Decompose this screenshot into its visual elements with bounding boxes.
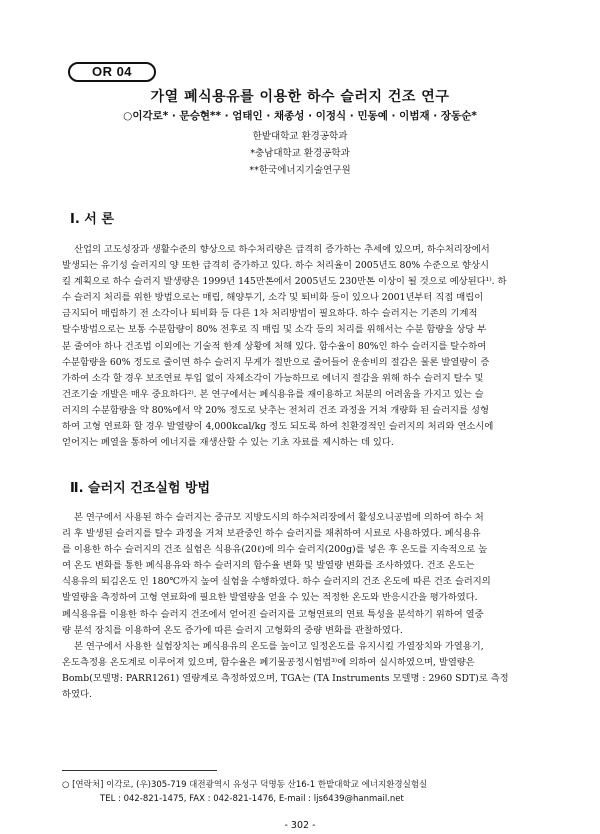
affiliation-3: **한국에너지기술연구원 [249,165,351,176]
paragraph-line: 하여 고형 연료화 할 경우 발열량이 4,000kcal/kg 정도 되도록 하여 친환경적인 슬러지의 처리와 연소시에 [62,421,494,433]
section-heading-methods: Ⅱ. 슬러지 건조실험 방법 [70,481,211,496]
paragraph-line: 발생되는 유기성 슬러지의 양 또한 급격히 증가하고 있다. 하수 처리율이 2005년도 80% 수준으로 향상시 [62,260,489,272]
paragraph-line: 수 슬러지 처리를 위한 방법으로는 매립, 해양투기, 소각 및 퇴비화 등이 있으나 2001년부터 직접 매립이 [62,292,484,304]
paragraph-line: 식용유의 퇴김온도 인 180℃까지 높여 실험을 수행하였다. 하수 슬러지의 건조 온도에 따른 건조 슬러지의 [62,576,491,588]
affiliation-2: *충남대학교 환경공학과 [250,148,350,159]
session-badge: OR 04 [68,62,156,82]
paragraph-line: 탈수방법으로는 보통 수분함량이 80% 전후로 직 매립 및 소각 등의 처리를 위해서는 수분 함량을 상당 부 [62,324,487,336]
footnote-phone-line: TEL : 042-821-1475, FAX : 042-821-1476, E-mail : ljs6439@hanmail.net [100,794,404,804]
paragraph-line: 리 후 발생된 슬러지를 탈수 과정을 거쳐 보관중인 하수 슬러지를 채취하여 시료로 사용하였다. 폐식용유 [62,528,481,540]
footnote-contact-line: ○ [연락처] 이각로, (우)305-719 대전광역시 유성구 덕명동 산16-1 한밭대학교 에너지환경실험실 [62,780,428,790]
paragraph-line: 금지되어 매립하기 전 소각이나 퇴비화 등 다른 1차 처리방법이 필요하다. 하수 슬러지는 기존의 기계적 [62,308,478,320]
paragraph-line: Bomb(모델명: PARR1261) 열량계로 측정하였으며, TGA는 (TA Instruments 모델명 : 2960 SDT)로 측정 [62,672,509,684]
page-number: - 302 - [284,820,316,831]
affiliation-1: 한밭대학교 환경공학과 [252,131,348,142]
paragraph-line: 여 온도 변화를 통한 폐식용유와 하수 슬러지의 함수율 변화 및 발열량 변화를 조사하였다. 건조 온도는 [62,560,475,572]
paragraph-line: 수분함량을 60% 정도로 줄이면 하수 슬러지 무게가 절반으로 줄어들어 운송비의 절감은 물론 발열량이 증 [62,356,490,368]
paragraph-line: 산업의 고도성장과 생활수준의 향상으로 하수처리량은 급격히 증가하는 추세에 있으며, 하수처리장에서 [74,244,490,255]
paragraph-line: 량 분석 장치를 이용하여 온도 증가에 따른 슬러지 고형화의 중량 변화를 관찰하였다. [62,624,403,636]
paragraph-line: 얻어지는 폐열을 통하여 에너지를 재생산할 수 있는 기초 자료를 제시하는 데 있다. [62,437,394,449]
paragraph-line: 를 이용한 하수 슬러지의 건조 실험은 식용유(20ℓ)에 의수 슬러지(200g)를 넣은 후 온도를 지속적으로 높 [62,544,488,556]
paragraph-line: 킬 계획으로 하수 슬러지 발생량은 1999년 145만톤에서 2005년도 230만톤 이상이 될 것으로 예상된다¹⁾. 하 [62,276,507,288]
author-list: ○이각로* · 문승현** · 엄태인 · 채종성 · 이정식 · 민동예 · 이범재 · 장동순* [123,110,477,122]
paragraph-line: 본 연구에서 사용한 실험장치는 폐식용유의 온도를 높이고 일정온도를 유지시킬 가열장치와 가열용기, [74,640,484,652]
paragraph-line: 폐식용유를 이용한 하수 슬러지 건조에서 얻어진 슬러지를 고형연료의 연료 특성을 분석하기 위하여 열중 [62,608,484,620]
footnote-divider [62,770,217,771]
paragraph-line: 건조기술 개발은 매우 중요하다²⁾. 본 연구에서는 폐식용유를 재이용하고 처분의 어려움을 가지고 있는 슬 [62,388,484,400]
paragraph-line: 분 줄여야 하나 건조법 이외에는 기술적 한계 상황에 처해 있다. 함수율이 80%인 하수 슬러지를 탈수하여 [62,340,487,352]
introduction-paragraph [62,242,540,451]
paragraph-line: 가하여 소각 할 경우 보조연료 투입 없이 자체소각이 가능하므로 에너지 절감을 위해 하수 슬러지 탈수 및 [62,372,484,384]
paragraph-line: 본 연구에서 사용된 하수 슬러지는 중규모 지방도시의 하수처리장에서 활성오니공법에 의하여 하수 처 [74,512,484,523]
paper-title: 가열 폐식용유를 이용한 하수 슬러지 건조 연구 [150,89,450,105]
contact-footnote [62,778,427,806]
paragraph-line: 하였다. [62,689,92,701]
paragraph-line: 온도측정용 온도계로 이루어져 있으며, 함수율은 폐기물공정시험법³⁾에 의하여 실시하였으며, 발열량은 [62,656,475,668]
paragraph-line: 러지의 수분함량을 약 80%에서 약 20% 정도로 낮추는 전처리 건조 과정을 거쳐 개량화 된 슬러지를 성형 [62,404,489,416]
methods-paragraph [62,510,540,703]
section-heading-introduction: Ⅰ. 서 론 [70,212,114,227]
paragraph-line: 발열량을 측정하여 고형 연료화에 필요한 발열량을 얻을 수 있는 적정한 온도와 반응시간을 평가하였다. [62,592,478,604]
